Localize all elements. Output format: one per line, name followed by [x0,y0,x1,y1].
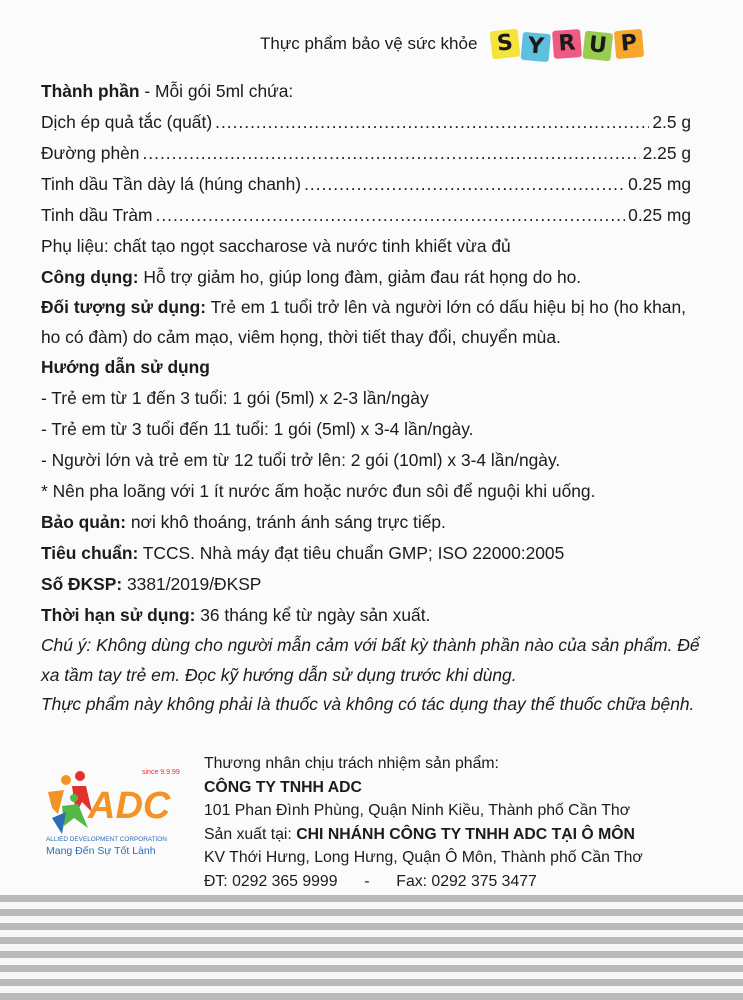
label-content [41,76,701,720]
syrup-letter: U [583,31,614,62]
caution-note: Chú ý: Không dùng cho người mẫn cảm với bất kỳ thành phần nào của sản phẩm. Để xa tầm tay trẻ em. Đọc kỹ hướng dẫn sử dụng trước khi dùng. [41,635,700,685]
direction-line: - Trẻ em từ 3 tuổi đến 11 tuổi: 1 gói (5ml) x 3-4 lần/ngày. [41,419,474,439]
ingredient-row: Tinh dầu Tần dày lá (húng chanh) ..... 0.25 mg [41,169,691,200]
registration: Số ĐKSP: 3381/2019/ĐKSP [41,574,262,594]
svg-text:Mang Đến Sự Tốt Lành: Mang Đến Sự Tốt Lành [46,845,156,857]
ingredients-heading: Thành phần - Mỗi gói 5ml chứa: [41,81,294,101]
company-info [204,752,643,893]
people-icon [48,771,92,834]
contact-line [204,870,643,894]
direction-line: - Người lớn và trẻ em từ 12 tuổi trở lên: 2 gói (10ml) x 3-4 lần/ngày. [41,450,561,470]
svg-text:ALLIED DEVELOPMENT CORPORATION: ALLIED DEVELOPMENT CORPORATION [46,836,167,843]
svg-text:since 9.9.99: since 9.9.99 [142,769,180,776]
ingredient-row: Tinh dầu Tràm ..... 0.25 mg [41,200,691,231]
disclaimer-note: Thực phẩm này không phải là thuốc và không có tác dụng thay thế thuốc chữa bệnh. [41,694,695,714]
manufacturer: Sản xuất tại: CHI NHÁNH CÔNG TY TNHH ADC TẠI Ô MÔN [204,825,635,843]
ingredient-row: Dịch ép quả tắc (quất) ..... 2.5 g [41,107,691,138]
uses: Công dụng: Hỗ trợ giảm ho, giúp long đàm, giảm đau rát họng do ho. [41,267,582,287]
target-users: Đối tượng sử dụng: Trẻ em 1 tuổi trở lên và người lớn có dấu hiệu bị ho (ho khan, ho có đàm) do cảm mạo, viêm họng, thời tiết thay đổi, chuyển mùa. [41,297,686,347]
svg-text:ADC: ADC [88,785,171,827]
excipients: Phụ liệu: chất tạo ngọt saccharose và nước tinh khiết vừa đủ [41,236,511,256]
responsible-label: Thương nhân chịu trách nhiệm sản phẩm: [204,755,499,772]
fax: Fax: 0292 375 3477 [396,872,537,890]
phone: ĐT: 0292 365 9999 [204,872,338,890]
syrup-letter: Y [521,32,551,62]
syrup-letter: S [490,29,521,60]
company-address: 101 Phan Đình Phùng, Quận Ninh Kiều, Thành phố Cần Thơ [204,802,631,819]
shelf-life: Thời hạn sử dụng: 36 tháng kể từ ngày sản xuất. [41,605,431,625]
syrup-badge [491,30,646,58]
standard: Tiêu chuẩn: TCCS. Nhà máy đạt tiêu chuẩn GMP; ISO 22000:2005 [41,543,565,563]
product-category: Thực phẩm bảo vệ sức khỏe [260,34,478,53]
manufacturer-address: KV Thới Hưng, Long Hưng, Quận Ô Môn, Thành phố Cần Thơ [204,849,643,866]
syrup-letter: P [614,29,644,59]
separator: - [364,872,370,890]
direction-line: - Trẻ em từ 1 đến 3 tuổi: 1 gói (5ml) x 2-3 lần/ngày [41,388,429,408]
decorative-stripes [0,895,743,1000]
adc-logo [44,762,194,857]
syrup-letter: R [552,29,582,59]
company-name: CÔNG TY TNHH ADC [204,778,362,796]
directions-heading: Hướng dẫn sử dụng [41,357,210,377]
storage: Bảo quản: nơi khô thoáng, tránh ánh sáng trực tiếp. [41,512,446,532]
ingredient-row: Đường phèn ..... 2.25 g [41,138,691,169]
header [260,30,646,58]
direction-line: * Nên pha loãng với 1 ít nước ấm hoặc nước đun sôi để nguội khi uống. [41,481,596,501]
